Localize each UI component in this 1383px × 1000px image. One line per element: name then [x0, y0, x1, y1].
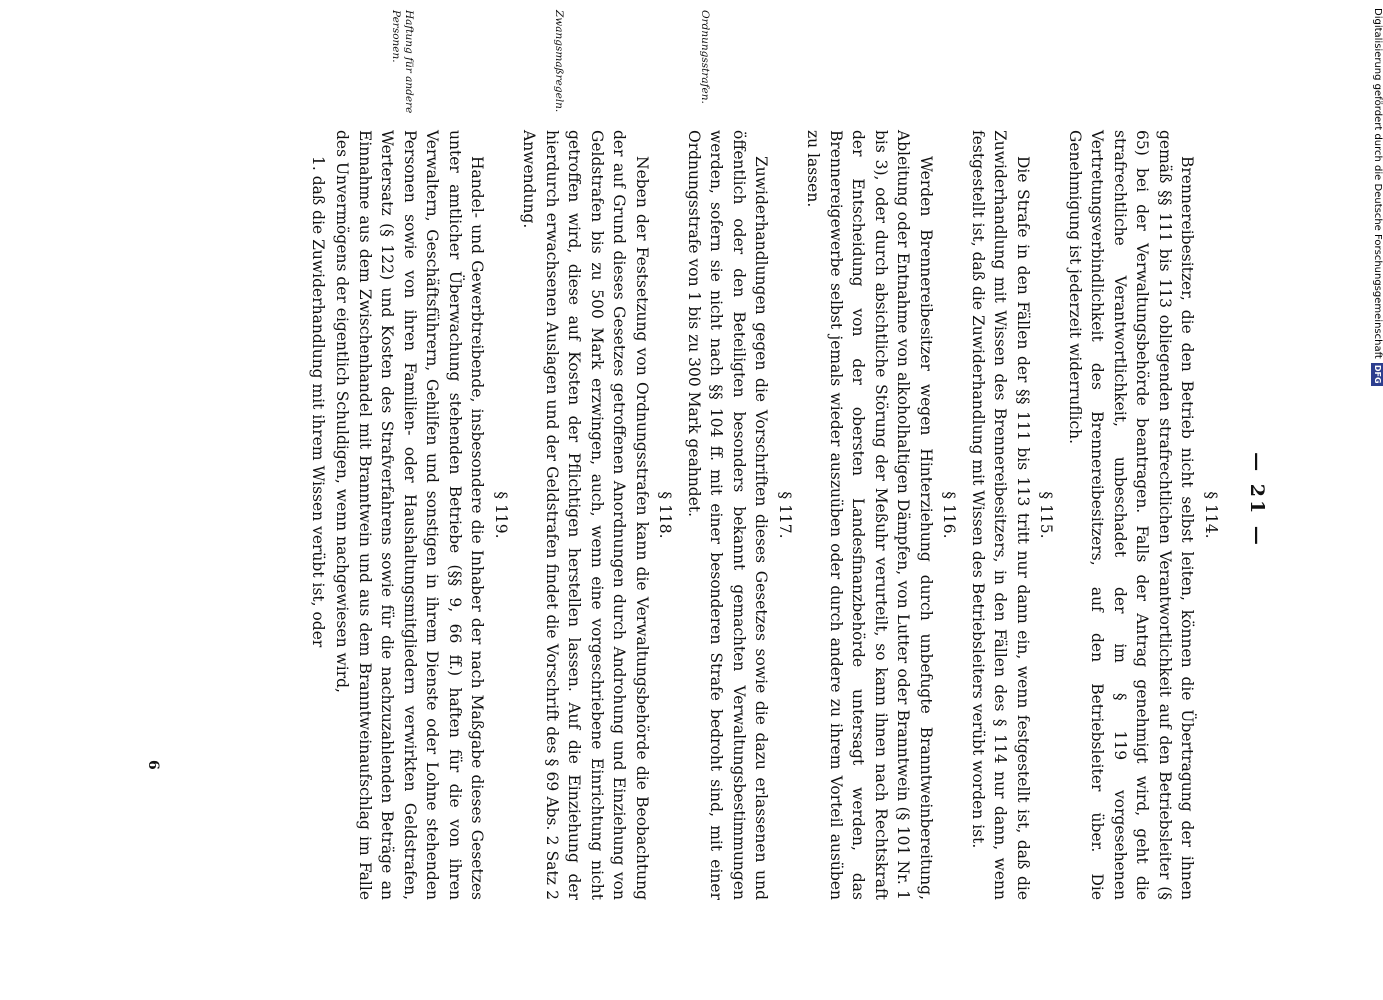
section-119: [307, 130, 513, 900]
paragraph: Neben der Festsetzung von Ordnungsstrafen kann die Verwaltungsbehörde die Beobachtung der auf Grund dieses Gesetzes getroffenen Anordnungen durch Androhung und Einziehung von Geldstrafen bis zu 500 Mark erzwingen, auch, wenn eine vorgeschriebene Einrichtung nicht getroffen wird, diese auf Kosten der Pflichtigen herstellen lassen. Auf die Einziehung der hierdurch erwachsenen Auslagen und der Geldstrafen findet die Vorschrift des § 69 Abs. 2 Satz 2 Anwendung.: [520, 130, 651, 900]
paragraph: Brennereibesitzer, die den Betrieb nicht selbst leiten, können die Übertragung der ihnen gemäß §§ 111 bis 113 obliegenden strafrechtlichen Verantwortlichkeit auf den Betriebsleiter (§ 65) bei der Verwaltungsbehörde beantragen. Falls der Antrag genehmigt wird, geht die strafrechtliche Verantwortlichkeit, unbeschadet der im § 119 vorgesehenen Vertretungsverbindlichkeit des Brennereibesitzers, auf den Betriebsleiter über. Die Genehmigung ist jederzeit widerruflich.: [1066, 130, 1197, 900]
margin-note-haftung: Haftung für andere Personen.: [390, 10, 415, 114]
page-number: — 21 —: [1246, 452, 1268, 548]
section-heading: § 118.: [656, 491, 675, 539]
paragraph: Handel- und Gewerbtreibende, insbesondere die Inhaber der nach Maßgabe dieses Gesetzes unter amtlicher Überwachung stehenden Betriebe (§§ 9, 66 ff.) haften für die von ihren Verwaltern, Geschäftsführern, Gehilfen und sonstigen in ihrem Dienste oder Lohne stehenden Personen sowie von ihren Familien- oder Haushaltungsmitgliedern verwirkten Geldstrafen, Wertersatz (§ 122) und Kosten des Strafverfahrens sowie für die nachzuzahlenden Beträge an Einnahme aus dem Zwischenhandel mit Branntwein und aus dem Branntweinaufschlag im Falle des Unvermögens der eigentlich Schuldigen, wenn nachgewiesen wird,: [333, 130, 487, 900]
section-heading: § 116.: [940, 491, 959, 539]
section-heading: § 119.: [492, 491, 510, 539]
section-116: [802, 130, 961, 900]
paragraph: Die Strafe in den Fällen der §§ 111 bis 113 tritt nur dann ein, wenn festgestellt ist, daß die Zuwiderhandlung mit Wissen des Brennereibesitzers, in den Fällen des § 114 nur dann, wenn festgestellt ist, daß die Zuwiderhandlung mit Wissen des Betriebsleiters verübt worden ist.: [969, 130, 1032, 900]
section-114: [1064, 130, 1223, 900]
section-heading: § 114.: [1202, 491, 1220, 539]
margin-note-ordnungsstrafen: Ordnungsstrafen.: [699, 10, 711, 104]
paragraph: Zuwiderhandlungen gegen die Vorschriften dieses Gesetzes sowie die dazu erlassenen und öffentlich oder den Beteiligten besonders bekannt gemachten Verwaltungsbestimmungen werden, sofern sie nicht nach §§ 104 ff. mit einer besonderen Strafe bedroht sind, mit einer Ordnungsstrafe von 1 bis zu 300 Mark geahndet.: [685, 130, 771, 900]
section-heading: § 117.: [776, 491, 794, 539]
body-text: [301, 130, 1229, 900]
list-item: 1. daß die Zuwiderhandlung mit ihrem Wissen verübt ist, oder: [309, 156, 327, 648]
funding-notice: Digitalisierung gefördert durch die Deutsche Forschungsgemeinschaft: [1372, 8, 1383, 359]
signature-mark: 6: [145, 760, 161, 770]
margin-note-zwangsmassregeln: Zwangsmaßregeln.: [553, 10, 565, 113]
section-117: [683, 130, 797, 900]
paragraph: Werden Brennereibesitzer wegen Hinterziehung durch unbefugte Branntweinbereitung, Ableitung oder Entnahme von alkoholhaltigen Dämpfen, von Lutter oder Branntwein (§ 101 Nr. 1 bis 3), oder durch absichtliche Störung der Meßuhr verurteilt, so kann ihnen nach Rechtskraft der Entscheidung von der obersten Landesfinanzbehörde untersagt werden, das Brennereigewerbe selbst jemals wieder auszuüben oder durch andere zu ihrem Vorteil ausüben zu lassen.: [804, 130, 935, 900]
section-heading: § 115.: [1037, 491, 1056, 539]
funding-strip: [1371, 8, 1383, 388]
section-115: [967, 130, 1058, 900]
funding-label: [1371, 8, 1383, 388]
dfg-logo: DFG: [1373, 364, 1382, 384]
section-118: [518, 130, 677, 900]
